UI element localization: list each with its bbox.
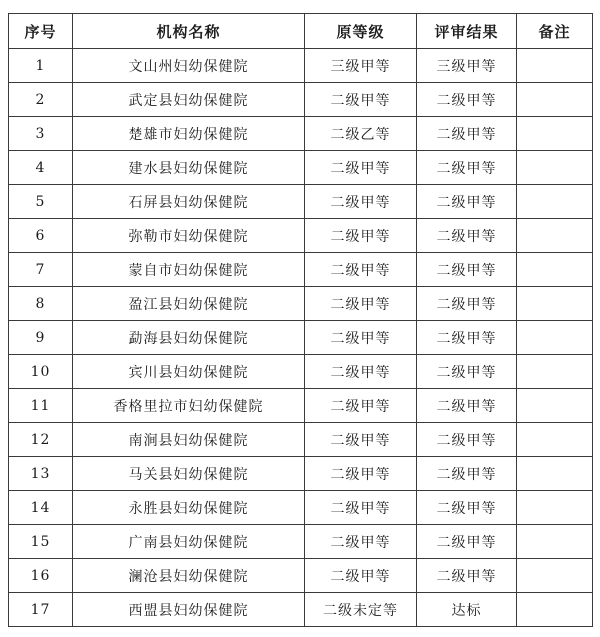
table-row bbox=[9, 491, 593, 525]
cell-review-result: 二级甲等 bbox=[417, 321, 517, 355]
cell-serial-number: 5 bbox=[9, 185, 73, 219]
cell-remarks bbox=[517, 185, 593, 219]
cell-review-result: 二级甲等 bbox=[417, 117, 517, 151]
cell-serial-number: 17 bbox=[9, 593, 73, 627]
cell-institution-name: 马关县妇幼保健院 bbox=[73, 457, 305, 491]
cell-serial-number: 10 bbox=[9, 355, 73, 389]
cell-serial-number: 6 bbox=[9, 219, 73, 253]
cell-serial-number: 8 bbox=[9, 287, 73, 321]
cell-original-grade: 二级甲等 bbox=[305, 253, 417, 287]
cell-original-grade: 二级甲等 bbox=[305, 151, 417, 185]
cell-remarks bbox=[517, 321, 593, 355]
cell-remarks bbox=[517, 457, 593, 491]
cell-review-result: 二级甲等 bbox=[417, 457, 517, 491]
header-row bbox=[9, 14, 593, 49]
cell-review-result: 二级甲等 bbox=[417, 559, 517, 593]
table-header bbox=[9, 14, 593, 49]
cell-serial-number: 11 bbox=[9, 389, 73, 423]
cell-institution-name: 宾川县妇幼保健院 bbox=[73, 355, 305, 389]
cell-review-result: 二级甲等 bbox=[417, 287, 517, 321]
table-row bbox=[9, 253, 593, 287]
table-row bbox=[9, 559, 593, 593]
table-row bbox=[9, 525, 593, 559]
cell-original-grade: 二级甲等 bbox=[305, 559, 417, 593]
cell-remarks bbox=[517, 593, 593, 627]
header-original-grade: 原等级 bbox=[305, 14, 417, 49]
cell-remarks bbox=[517, 423, 593, 457]
cell-institution-name: 蒙自市妇幼保健院 bbox=[73, 253, 305, 287]
cell-remarks bbox=[517, 389, 593, 423]
header-serial-number: 序号 bbox=[9, 14, 73, 49]
cell-original-grade: 二级甲等 bbox=[305, 389, 417, 423]
cell-review-result: 二级甲等 bbox=[417, 525, 517, 559]
table-row bbox=[9, 185, 593, 219]
cell-remarks bbox=[517, 287, 593, 321]
cell-review-result: 二级甲等 bbox=[417, 355, 517, 389]
cell-remarks bbox=[517, 253, 593, 287]
cell-review-result: 二级甲等 bbox=[417, 253, 517, 287]
cell-institution-name: 勐海县妇幼保健院 bbox=[73, 321, 305, 355]
cell-institution-name: 永胜县妇幼保健院 bbox=[73, 491, 305, 525]
table-row bbox=[9, 151, 593, 185]
cell-original-grade: 二级甲等 bbox=[305, 287, 417, 321]
cell-original-grade: 二级乙等 bbox=[305, 117, 417, 151]
cell-remarks bbox=[517, 219, 593, 253]
cell-institution-name: 建水县妇幼保健院 bbox=[73, 151, 305, 185]
table-row bbox=[9, 423, 593, 457]
cell-remarks bbox=[517, 559, 593, 593]
table-row bbox=[9, 287, 593, 321]
cell-review-result: 二级甲等 bbox=[417, 185, 517, 219]
cell-serial-number: 2 bbox=[9, 83, 73, 117]
table-row bbox=[9, 321, 593, 355]
evaluation-table bbox=[8, 13, 593, 627]
table-row bbox=[9, 457, 593, 491]
header-remarks: 备注 bbox=[517, 14, 593, 49]
cell-institution-name: 广南县妇幼保健院 bbox=[73, 525, 305, 559]
cell-serial-number: 15 bbox=[9, 525, 73, 559]
cell-serial-number: 7 bbox=[9, 253, 73, 287]
cell-remarks bbox=[517, 525, 593, 559]
cell-serial-number: 13 bbox=[9, 457, 73, 491]
cell-institution-name: 武定县妇幼保健院 bbox=[73, 83, 305, 117]
table-row bbox=[9, 49, 593, 83]
table-row bbox=[9, 389, 593, 423]
cell-institution-name: 文山州妇幼保健院 bbox=[73, 49, 305, 83]
cell-remarks bbox=[517, 491, 593, 525]
cell-review-result: 二级甲等 bbox=[417, 219, 517, 253]
cell-original-grade: 二级甲等 bbox=[305, 355, 417, 389]
cell-serial-number: 1 bbox=[9, 49, 73, 83]
cell-remarks bbox=[517, 117, 593, 151]
cell-remarks bbox=[517, 83, 593, 117]
cell-original-grade: 二级甲等 bbox=[305, 423, 417, 457]
table-body bbox=[9, 49, 593, 627]
cell-serial-number: 9 bbox=[9, 321, 73, 355]
cell-serial-number: 3 bbox=[9, 117, 73, 151]
cell-original-grade: 二级甲等 bbox=[305, 185, 417, 219]
cell-serial-number: 14 bbox=[9, 491, 73, 525]
table-row bbox=[9, 355, 593, 389]
cell-original-grade: 二级甲等 bbox=[305, 83, 417, 117]
cell-original-grade: 二级未定等 bbox=[305, 593, 417, 627]
cell-review-result: 达标 bbox=[417, 593, 517, 627]
cell-original-grade: 二级甲等 bbox=[305, 491, 417, 525]
cell-original-grade: 二级甲等 bbox=[305, 457, 417, 491]
cell-review-result: 二级甲等 bbox=[417, 151, 517, 185]
cell-institution-name: 楚雄市妇幼保健院 bbox=[73, 117, 305, 151]
cell-serial-number: 16 bbox=[9, 559, 73, 593]
cell-institution-name: 西盟县妇幼保健院 bbox=[73, 593, 305, 627]
cell-institution-name: 澜沧县妇幼保健院 bbox=[73, 559, 305, 593]
cell-institution-name: 石屏县妇幼保健院 bbox=[73, 185, 305, 219]
cell-remarks bbox=[517, 49, 593, 83]
table-row bbox=[9, 83, 593, 117]
cell-institution-name: 香格里拉市妇幼保健院 bbox=[73, 389, 305, 423]
header-review-result: 评审结果 bbox=[417, 14, 517, 49]
table-row bbox=[9, 117, 593, 151]
cell-institution-name: 盈江县妇幼保健院 bbox=[73, 287, 305, 321]
cell-remarks bbox=[517, 355, 593, 389]
cell-remarks bbox=[517, 151, 593, 185]
cell-institution-name: 弥勒市妇幼保健院 bbox=[73, 219, 305, 253]
cell-review-result: 三级甲等 bbox=[417, 49, 517, 83]
cell-serial-number: 12 bbox=[9, 423, 73, 457]
table-row bbox=[9, 593, 593, 627]
cell-original-grade: 二级甲等 bbox=[305, 321, 417, 355]
cell-review-result: 二级甲等 bbox=[417, 491, 517, 525]
cell-original-grade: 二级甲等 bbox=[305, 525, 417, 559]
cell-review-result: 二级甲等 bbox=[417, 423, 517, 457]
cell-original-grade: 三级甲等 bbox=[305, 49, 417, 83]
cell-review-result: 二级甲等 bbox=[417, 389, 517, 423]
header-institution-name: 机构名称 bbox=[73, 14, 305, 49]
table-row bbox=[9, 219, 593, 253]
cell-review-result: 二级甲等 bbox=[417, 83, 517, 117]
cell-original-grade: 二级甲等 bbox=[305, 219, 417, 253]
cell-institution-name: 南涧县妇幼保健院 bbox=[73, 423, 305, 457]
cell-serial-number: 4 bbox=[9, 151, 73, 185]
